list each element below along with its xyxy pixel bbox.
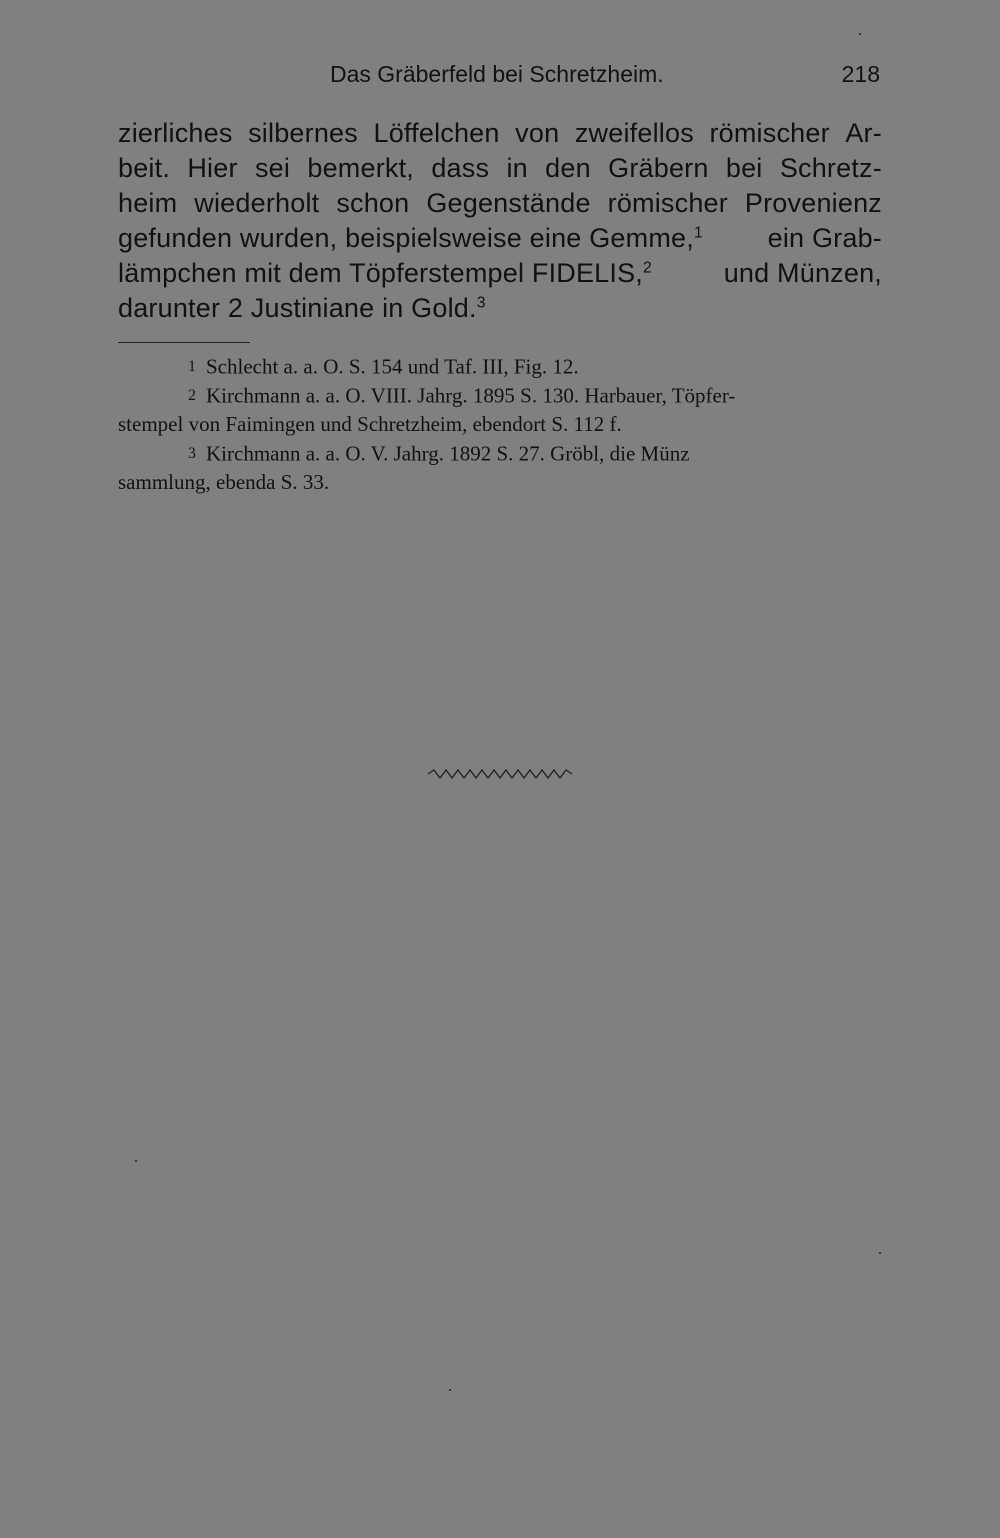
footnote-3-line-2: sammlung, ebenda S. 33.: [118, 470, 330, 494]
end-ornament-icon: [428, 766, 572, 782]
footnote-1: [118, 352, 882, 381]
footnote-1-mark: 1: [188, 358, 196, 375]
footnotes: [118, 352, 882, 497]
body-line-5-end: und Münzen,: [723, 258, 882, 288]
body-line-2: beit. Hier sei bemerkt, dass in den Gräbern bei Schretz-: [118, 153, 882, 183]
body-line-5: [118, 256, 882, 291]
footnote-ref-1: 1: [693, 224, 703, 242]
body-line-4-start: gefunden wurden, beispielsweise eine Gemme,$^1$: [118, 223, 703, 253]
footnote-3-text-1: Kirchmann a. a. O. V. Jahrg. 1892 S. 27. Gröbl, die Münz: [206, 441, 690, 466]
paper-speck: [135, 1160, 137, 1162]
body-line-1: zierliches silbernes Löffelchen von zweifellos römischer Ar-: [118, 118, 882, 148]
footnote-3-mark: 3: [188, 445, 196, 462]
footnote-rule: [118, 342, 250, 343]
body-line-6: darunter 2 Justiniane in Gold.$^3$: [118, 293, 486, 323]
body-line-4: [118, 221, 882, 256]
footnote-2-line-1: [118, 381, 882, 410]
running-title: Das Gräberfeld bei Schretzheim.: [330, 61, 664, 87]
body-line-5-start: lämpchen mit dem Töpferstempel FIDELIS,$^2$: [118, 258, 652, 288]
page-number: 218: [841, 61, 880, 87]
paper-speck: [449, 1389, 451, 1391]
paper-speck: [879, 1252, 881, 1254]
footnote-ref-2: 2: [643, 259, 652, 277]
footnote-2-text-1: Kirchmann a. a. O. VIII. Jahrg. 1895 S. 130. Harbauer, Töpfer-: [206, 383, 736, 408]
footnote-ref-3: 3: [476, 294, 486, 312]
footnote-2-line-2: stempel von Faimingen und Schretzheim, ebendort S. 112 f.: [118, 412, 622, 436]
body-paragraph: [118, 116, 882, 326]
running-head: [118, 56, 882, 92]
footnote-1-text: Schlecht a. a. O. S. 154 und Taf. III, Fig. 12.: [206, 354, 579, 379]
paper-speck: [859, 33, 861, 35]
body-line-4-end: ein Grab-: [767, 223, 882, 253]
body-line-3: heim wiederholt schon Gegenstände römischer Provenienz: [118, 188, 882, 218]
footnote-2-mark: 2: [188, 387, 196, 404]
footnote-3-line-1: [118, 439, 882, 468]
